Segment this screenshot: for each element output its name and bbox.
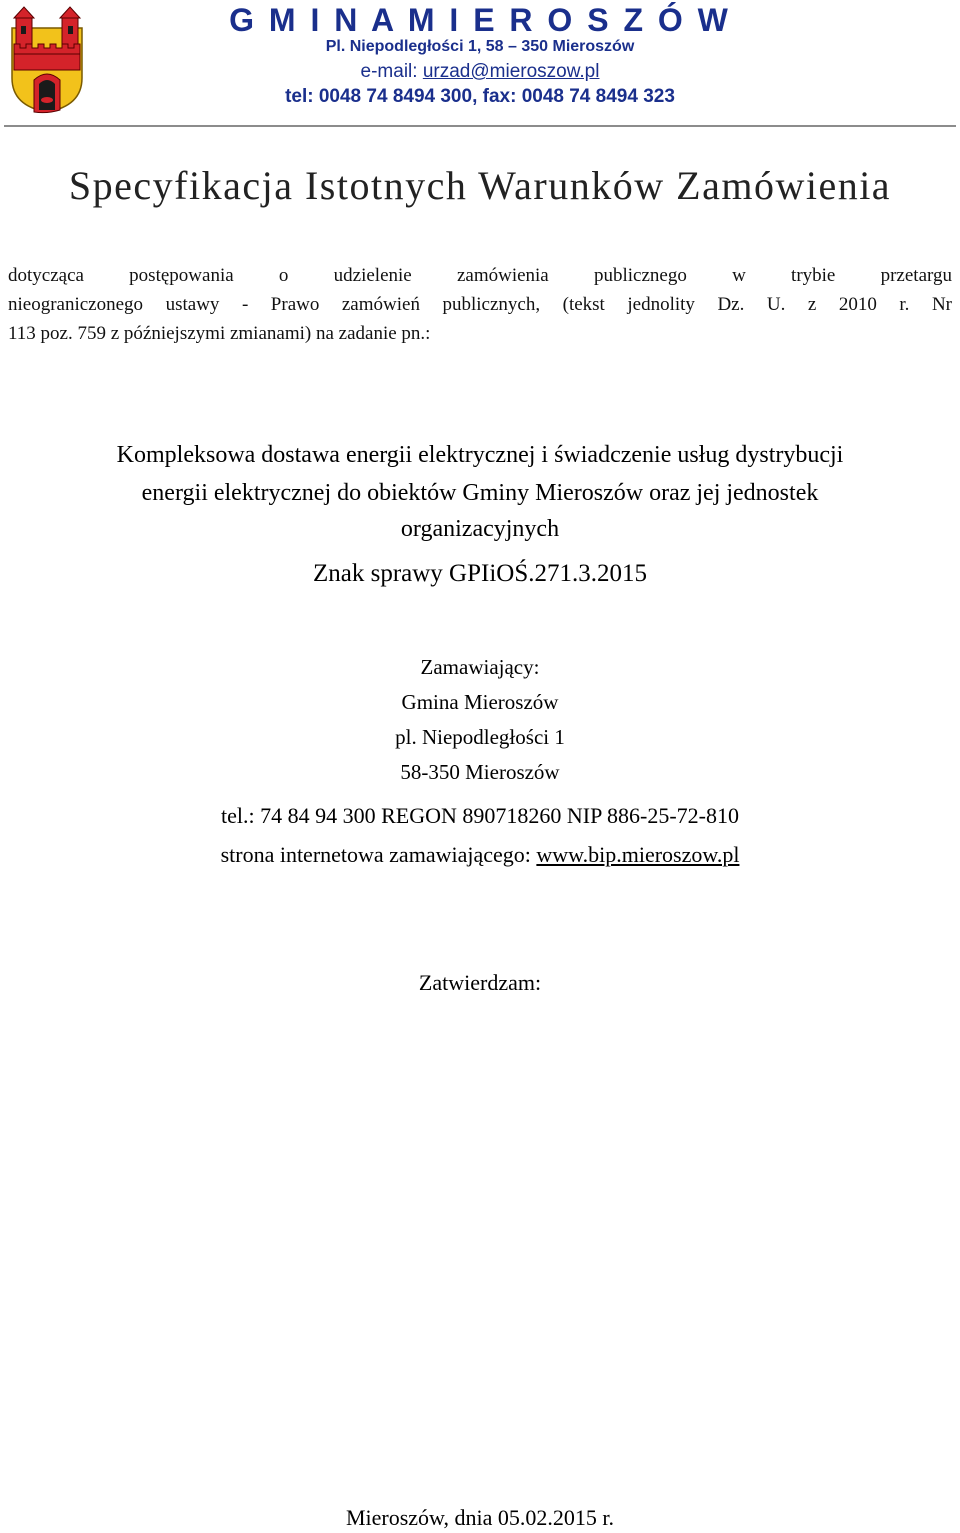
municipality-name: G M I N A M I E R O S Z Ó W <box>229 2 731 38</box>
subject-line-2: energii elektrycznej do obiektów Gminy Mieroszów oraz jej jednostek <box>141 480 819 506</box>
orderer-identifiers: tel.: 74 84 94 300 REGON 890718260 NIP 886-25-72-810 <box>221 803 739 828</box>
header-divider <box>4 125 956 127</box>
phone-fax-line: tel: 0048 74 8494 300, fax: 0048 74 8494 323 <box>285 86 675 107</box>
subject-line-1: Kompleksowa dostawa energii elektrycznej i świadczenie usług dystrybucji <box>116 442 844 468</box>
email-line <box>200 61 760 83</box>
orderer-label: Zamawiający: <box>420 655 540 679</box>
document-title: Specyfikacja Istotnych Warunków Zamówienia <box>68 163 892 208</box>
orderer-street: pl. Niepodległości 1 <box>395 725 565 749</box>
coat-of-arms-icon <box>8 6 86 114</box>
email-link[interactable]: urzad@mieroszow.pl <box>422 61 600 82</box>
place-and-date: Mieroszów, dnia 05.02.2015 r. <box>345 1505 615 1530</box>
intro-line-3: 113 poz. 759 z późniejszymi zmianami) na zadanie pn.: <box>8 323 431 344</box>
orderer-name: Gmina Mieroszów <box>401 690 559 714</box>
website-label: strona internetowa zamawiającego: <box>220 842 531 867</box>
approval-label: Zatwierdzam: <box>418 970 542 995</box>
website-link[interactable]: www.bip.mieroszow.pl <box>536 842 740 867</box>
case-number: Znak sprawy GPIiOŚ.271.3.2015 <box>312 560 647 587</box>
email-label: e-mail: <box>360 61 418 82</box>
subject-line-3: organizacyjnych <box>400 516 560 542</box>
intro-line-2: nieograniczonego ustawy - Prawo zamówień publicznych, (tekst jednolity Dz. U. z 2010 r. Nr <box>8 294 952 315</box>
orderer-city: 58-350 Mieroszów <box>400 760 560 784</box>
intro-line-1: dotycząca postępowania o udzielenie zamówienia publicznego w trybie przetargu <box>8 265 952 286</box>
municipality-address: Pl. Niepodległości 1, 58 – 350 Mieroszów <box>325 38 635 55</box>
orderer-website-line <box>0 842 960 868</box>
